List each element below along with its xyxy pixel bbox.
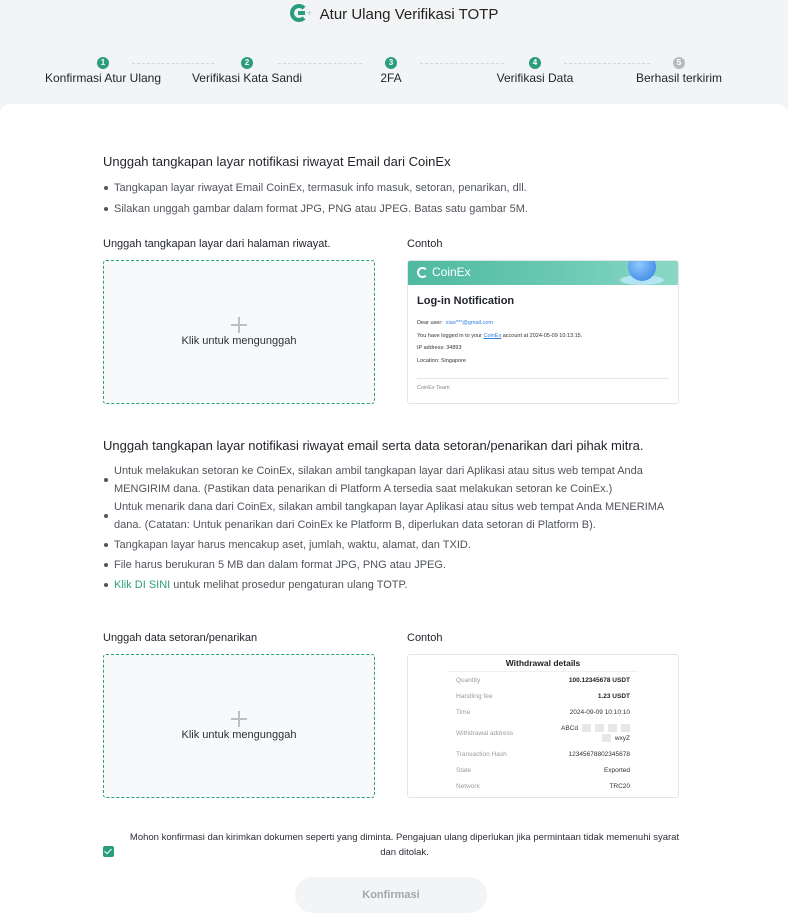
row-key: Network: [456, 782, 480, 790]
address-end: wxyZ: [614, 734, 630, 742]
email-ip-line: IP address: 34893: [417, 345, 462, 351]
step-number: 3: [385, 57, 397, 69]
coinex-icon: [417, 267, 428, 278]
bullet-item: Untuk melakukan setoran ke CoinEx, silakan ambil tangkapan layar dari Aplikasi atau situs web tempat Anda MENGIRIM dana. (Pastikan data penarikan di Platform A tersedia saat melakukan setoran ke CoinEx.): [103, 462, 683, 498]
step-label: 2FA: [380, 71, 402, 85]
login-prefix: You have logged in to your: [417, 332, 482, 339]
row-value: TRC20: [609, 782, 630, 790]
login-suffix: account at 2024-05-09 10:13:15.: [502, 332, 583, 339]
redacted-block: [595, 724, 604, 732]
email-screenshot-upload[interactable]: [103, 260, 375, 404]
google-authenticator-icon: +: [290, 4, 312, 24]
row-value: 2024-09-09 10:10:10: [569, 708, 630, 716]
main-card: [0, 104, 788, 913]
step-label: Berhasil terkirim: [635, 71, 722, 85]
page-title: Atur Ulang Verifikasi TOTP: [319, 5, 499, 23]
consent-text: Mohon konfirmasi dan kirimkan dokumen seperti yang diminta. Pengajuan ulang diperlukan jika permintaan tidak memenuhi syarat dan ditolak.: [129, 832, 680, 858]
step-number: 2: [241, 57, 253, 69]
step-label: Verifikasi Data: [496, 71, 574, 85]
step-4: [460, 57, 610, 85]
row-key: State: [456, 766, 472, 774]
withdrawal-example-image: [407, 654, 679, 798]
dear-label: Dear user:: [417, 320, 443, 326]
email-example-image: [407, 260, 679, 404]
address-line: [561, 724, 630, 732]
email-banner: [408, 261, 678, 285]
coinex-logo: [417, 265, 471, 279]
email-login-line: [417, 330, 669, 343]
withdrawal-row: [456, 778, 630, 794]
row-value: 100.12345678 USDT: [568, 676, 630, 684]
transaction-data-upload[interactable]: [103, 654, 375, 798]
bullet-item: Silakan unggah gambar dalam format JPG, PNG atau JPEG. Batas satu gambar 5M.: [103, 200, 683, 218]
row-value: 1.23 USDT: [597, 692, 630, 700]
address-start: ABCd: [561, 724, 578, 732]
bullet-item: Tangkapan layar harus mencakup aset, jumlah, waktu, alamat, dan TXID.: [103, 536, 683, 554]
row-key: Transaction Hash: [456, 750, 507, 758]
row-value: 12345678802345678: [568, 750, 630, 758]
section2-bullets: [103, 462, 683, 594]
redacted-block: [602, 734, 611, 742]
plus-icon: [231, 711, 247, 727]
plus-icon: [231, 317, 247, 333]
redacted-block: [621, 724, 630, 732]
confirm-button[interactable]: Konfirmasi: [295, 877, 487, 913]
brand-name: CoinEx: [432, 265, 471, 279]
row-key: Time: [456, 708, 471, 716]
email-divider: [417, 378, 669, 379]
upload-text: Klik untuk mengunggah: [181, 335, 297, 347]
consent-checkbox[interactable]: [103, 846, 114, 857]
bullet-item-link: [103, 576, 683, 594]
link-suffix: untuk melihat prosedur pengaturan ulang TOTP.: [170, 579, 408, 591]
step-3: [316, 57, 466, 85]
email-address: xiao***@gmail.com: [445, 320, 493, 326]
section1-title: Unggah tangkapan layar notifikasi riwayat Email dari CoinEx: [103, 154, 451, 169]
upload-text: Klik untuk mengunggah: [181, 729, 297, 741]
section2-example-label: Contoh: [407, 632, 443, 644]
login-link: CoinEx: [483, 332, 502, 339]
withdrawal-rows: [408, 672, 678, 794]
step-1: [28, 57, 178, 85]
email-dear-line: [417, 317, 669, 330]
row-value: Exported: [603, 766, 630, 774]
withdrawal-row: [456, 720, 630, 746]
title-row: [0, 4, 788, 24]
email-team: CoinEx Team: [417, 385, 450, 391]
section1-upload-label: Unggah tangkapan layar dari halaman riwayat.: [103, 238, 331, 250]
bullet-item: Tangkapan layar riwayat Email CoinEx, termasuk info masuk, setoran, penarikan, dll.: [103, 179, 683, 197]
page-header: [0, 0, 788, 104]
bullet-item: File harus berukuran 5 MB dan dalam format JPG, PNG atau JPEG.: [103, 556, 683, 574]
redacted-block: [608, 724, 617, 732]
redacted-block: [582, 724, 591, 732]
step-number: 5: [673, 57, 685, 69]
reset-procedure-link[interactable]: Klik DI SINI: [114, 579, 171, 591]
email-location-line: Location: Singapore: [417, 357, 466, 364]
row-key: Quantity: [456, 676, 481, 684]
withdrawal-row: [456, 746, 630, 762]
step-number: 1: [97, 57, 109, 69]
withdrawal-row: [456, 762, 630, 778]
withdrawal-row: [456, 704, 630, 720]
row-key: Handling fee: [456, 692, 493, 700]
address-line: [602, 734, 630, 742]
address-value: [561, 724, 630, 742]
step-2: [172, 57, 322, 85]
step-label: Verifikasi Kata Sandi: [191, 71, 303, 85]
step-label: Konfirmasi Atur Ulang: [44, 71, 162, 85]
row-key: Withdrawal address: [456, 729, 514, 737]
section2-title: Unggah tangkapan layar notifikasi riwayat email serta data setoran/penarikan dari pihak mitra.: [103, 438, 644, 453]
email-body: [408, 285, 678, 391]
section2-upload-label: Unggah data setoran/penarikan: [103, 632, 258, 644]
withdrawal-title: Withdrawal details: [448, 655, 638, 672]
withdrawal-row: [456, 672, 630, 688]
section1-bullets: [103, 179, 683, 218]
withdrawal-row: [456, 688, 630, 704]
step-5: [604, 57, 754, 85]
bullet-item: Untuk menarik dana dari CoinEx, silakan ambil tangkapan layar Aplikasi atau situs web tempat Anda MENERIMA dana. (Catatan: Untuk penarikan dari CoinEx ke Platform B, diperlukan data setoran di Platform B).: [103, 498, 683, 534]
section1-example-label: Contoh: [407, 238, 443, 250]
stepper: [0, 57, 788, 93]
email-heading: Log-in Notification: [417, 295, 515, 307]
step-number: 4: [529, 57, 541, 69]
